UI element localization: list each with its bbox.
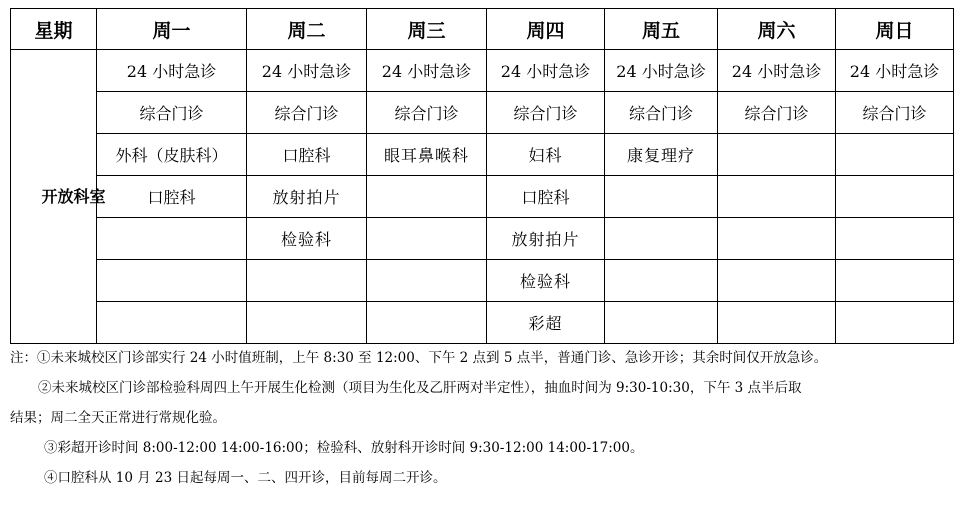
header-cell-thu: 周四	[487, 9, 605, 50]
table-cell	[836, 260, 954, 302]
header-cell-tue: 周二	[247, 9, 367, 50]
table-cell	[97, 302, 247, 344]
note-4: ④口腔科从 10 月 23 日起每周一、二、四开诊，目前每周二开诊。	[44, 470, 447, 486]
table-cell: 彩超	[487, 302, 605, 344]
table-cell	[605, 176, 718, 218]
table-cell: 放射拍片	[487, 218, 605, 260]
table-row	[11, 92, 954, 134]
table-cell: 检验科	[487, 260, 605, 302]
clinic-schedule-table	[10, 8, 954, 344]
table-cell	[836, 134, 954, 176]
table-cell	[367, 176, 487, 218]
table-cell: 24 小时急诊	[247, 50, 367, 92]
header-cell-weekday: 星期	[11, 9, 97, 50]
table-cell: 综合门诊	[836, 92, 954, 134]
table-cell	[97, 260, 247, 302]
header-cell-sat: 周六	[718, 9, 836, 50]
table-row	[11, 218, 954, 260]
table-cell: 24 小时急诊	[487, 50, 605, 92]
table-cell	[247, 302, 367, 344]
note-1: 注：①未来城校区门诊部实行 24 小时值班制，上午 8:30 至 12:00、下午 2 点到 5 点半，普通门诊、急诊开诊；其余时间仅开放急诊。	[10, 350, 828, 366]
table-row	[11, 50, 954, 92]
table-cell: 综合门诊	[367, 92, 487, 134]
table-cell: 综合门诊	[97, 92, 247, 134]
note-2-line-2: 结果；周二全天正常进行常规化验。	[10, 410, 226, 426]
side-label-cell	[11, 50, 106, 344]
table-cell: 眼耳鼻喉科	[367, 134, 487, 176]
header-cell-wed: 周三	[367, 9, 487, 50]
table-cell: 综合门诊	[605, 92, 718, 134]
table-cell: 康复理疗	[605, 134, 718, 176]
table-cell	[836, 302, 954, 344]
table-cell: 24 小时急诊	[367, 50, 487, 92]
table-cell	[367, 260, 487, 302]
table-cell: 放射拍片	[247, 176, 367, 218]
table-cell: 综合门诊	[718, 92, 836, 134]
table-row	[11, 176, 954, 218]
notes-section	[10, 343, 945, 493]
note-3: ③彩超开诊时间 8:00-12:00 14:00-16:00；检验科、放射科开诊时间 9:30-12:00 14:00-17:00。	[44, 440, 644, 456]
table-cell: 24 小时急诊	[718, 50, 836, 92]
table-cell	[718, 134, 836, 176]
table-cell: 24 小时急诊	[836, 50, 954, 92]
table-cell	[718, 302, 836, 344]
table-cell	[718, 260, 836, 302]
table-cell	[605, 260, 718, 302]
table-cell	[836, 176, 954, 218]
table-cell: 口腔科	[247, 134, 367, 176]
side-label: 开放科室	[41, 186, 106, 206]
table-cell	[247, 260, 367, 302]
table-cell: 口腔科	[97, 176, 247, 218]
table-row	[11, 302, 954, 344]
table-cell	[836, 218, 954, 260]
table-cell: 24 小时急诊	[97, 50, 247, 92]
table-cell: 24 小时急诊	[605, 50, 718, 92]
table-cell	[718, 176, 836, 218]
table-cell	[605, 218, 718, 260]
header-cell-mon: 周一	[97, 9, 247, 50]
table-cell	[367, 218, 487, 260]
table-cell: 口腔科	[487, 176, 605, 218]
table-cell: 综合门诊	[247, 92, 367, 134]
table-cell: 外科（皮肤科）	[97, 134, 247, 176]
header-cell-fri: 周五	[605, 9, 718, 50]
table-cell	[367, 302, 487, 344]
note-2-line-1: ②未来城校区门诊部检验科周四上午开展生化检测（项目为生化及乙肝两对半定性），抽血时间为 9:30-10:30，下午 3 点半后取	[38, 380, 802, 396]
table-cell: 妇科	[487, 134, 605, 176]
header-cell-sun: 周日	[836, 9, 954, 50]
table-cell: 综合门诊	[487, 92, 605, 134]
header-row	[11, 9, 954, 50]
table-cell	[718, 218, 836, 260]
table-row	[11, 260, 954, 302]
table-row	[11, 134, 954, 176]
table-cell	[605, 302, 718, 344]
table-cell	[97, 218, 247, 260]
table-cell: 检验科	[247, 218, 367, 260]
